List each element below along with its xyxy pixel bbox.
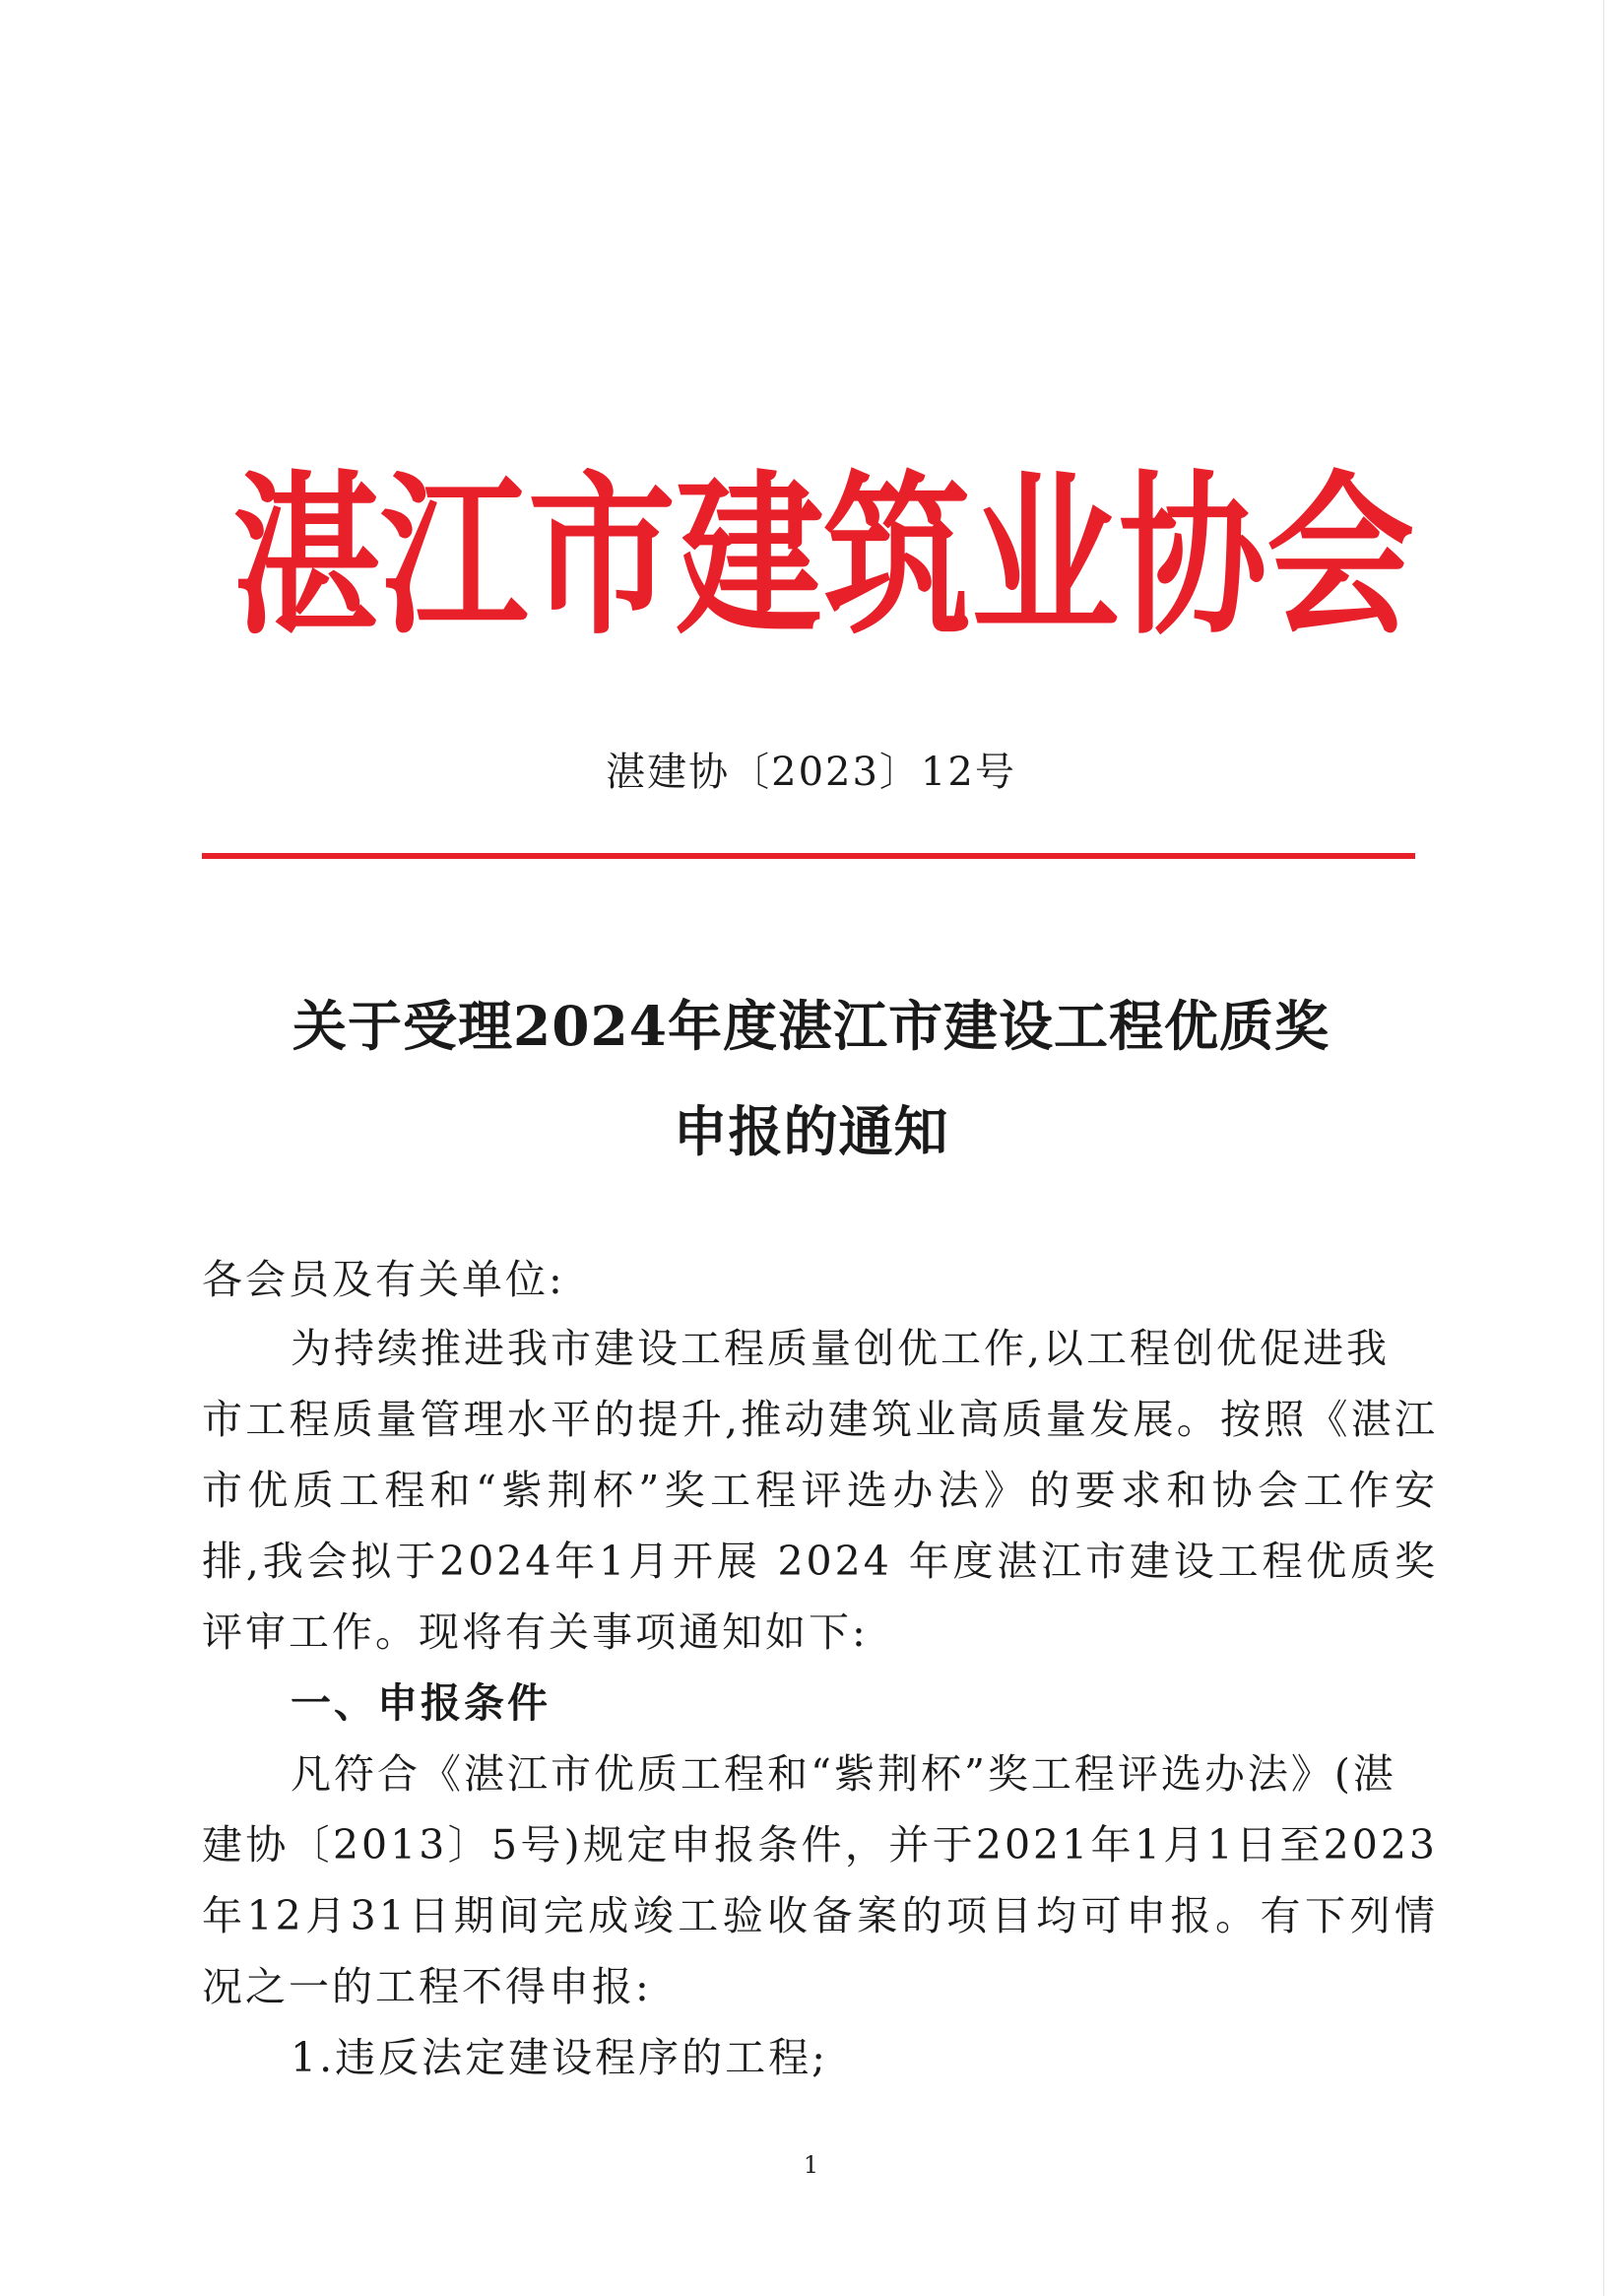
- paragraph-1-line: 排,我会拟于2024年1月开展 2024 年度湛江市建设工程优质奖: [202, 1538, 1438, 1585]
- title-line-2: 申报的通知: [673, 1099, 949, 1163]
- section-heading: 一、申报条件: [291, 1679, 551, 1727]
- masthead-char: 筑: [823, 454, 972, 659]
- masthead-title: [232, 454, 1415, 659]
- paragraph-2-line: 年12月31日期间完成竣工验收备案的项目均可申报。有下列情: [202, 1892, 1438, 1939]
- paragraph-2-line: 建协〔2013〕5号)规定申报条件，并于2021年1月1日至2023: [202, 1821, 1438, 1869]
- masthead-char: 市: [528, 454, 677, 659]
- masthead-char: 业: [971, 454, 1120, 659]
- masthead-char: 会: [1266, 454, 1415, 659]
- paragraph-1-line: 市工程质量管理水平的提升,推动建筑业高质量发展。按照《湛江: [202, 1396, 1438, 1443]
- masthead-char: 湛: [232, 454, 381, 659]
- document-number: 湛建协〔2023〕12号: [606, 750, 1016, 795]
- masthead-char: 协: [1119, 454, 1267, 659]
- title-line-1: 关于受理2024年度湛江市建设工程优质奖: [292, 994, 1330, 1058]
- red-divider: [202, 853, 1415, 859]
- masthead-char: 江: [380, 454, 529, 659]
- page-number: 1: [803, 2151, 819, 2179]
- paragraph-2-line: 凡符合《湛江市优质工程和“紫荆杯”奖工程评选办法》(湛: [291, 1750, 1396, 1798]
- list-item: 1.违反法定建设程序的工程;: [291, 2034, 828, 2081]
- paragraph-2-line: 况之一的工程不得申报:: [202, 1963, 652, 2010]
- masthead-char: 建: [676, 454, 824, 659]
- salutation: 各会员及有关单位:: [202, 1256, 565, 1303]
- paragraph-1-line: 为持续推进我市建设工程质量创优工作,以工程创优促进我: [291, 1325, 1391, 1372]
- paragraph-1-line: 评审工作。现将有关事项通知如下:: [202, 1608, 869, 1656]
- paragraph-1-line: 市优质工程和“紫荆杯”奖工程评选办法》的要求和协会工作安: [202, 1467, 1438, 1514]
